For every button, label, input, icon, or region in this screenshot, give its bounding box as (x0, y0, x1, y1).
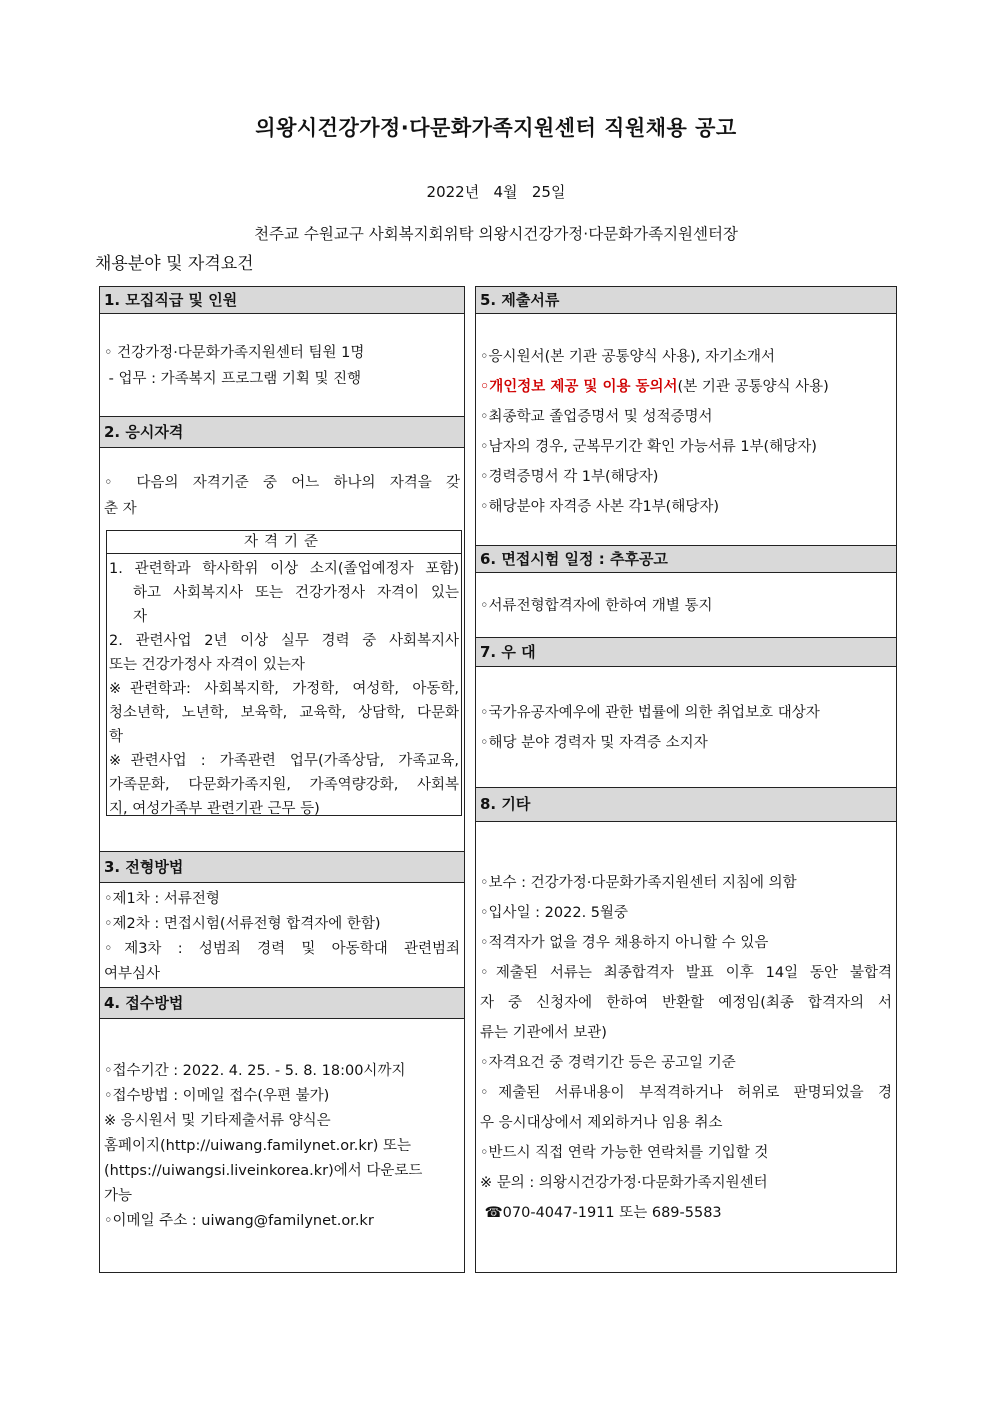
page-title: 의왕시건강가정·다문화가족지원센터 직원채용 공고 (255, 116, 737, 140)
qual-line: 또는 건강가정사 자격이 있는자 (109, 657, 305, 673)
s5-line: ◦남자의 경우, 군복무기간 확인 가능서류 1부(해당자) (480, 439, 817, 455)
section-7-header: 7. 우 대 (476, 637, 896, 667)
section-4-header: 4. 접수방법 (100, 987, 464, 1019)
qual-line: 가족문화, 다문화가족지원, 가족역량강화, 사회복 (109, 777, 459, 793)
s5-line: ◦해당분야 자격증 사본 각1부(해당자) (480, 499, 720, 515)
s1-line: ◦ 건강가정·다문화가족지원센터 팀원 1명 (104, 345, 365, 361)
consent-form-note: (본 기관 공통양식 사용) (677, 379, 829, 395)
s4-line: (https://uiwangsi.liveinkorea.kr)에서 다운로드 (104, 1163, 423, 1179)
s8-line: ◦입사일 : 2022. 5월중 (480, 905, 629, 921)
s7-line: ◦해당 분야 경력자 및 자격증 소지자 (480, 735, 708, 751)
section-5-header: 5. 제출서류 (476, 286, 896, 314)
qualification-title: 자격기준 (107, 531, 461, 554)
s7-line: ◦국가유공자예우에 관한 법률에 의한 취업보호 대상자 (480, 705, 820, 721)
s4-line: 가능 (104, 1188, 133, 1204)
s4-line: ◦이메일 주소 : uiwang@familynet.or.kr (104, 1213, 374, 1229)
s3-line: 여부심사 (104, 966, 161, 982)
s8-contact-phone: ☎070-4047-1911 또는 689-5583 (480, 1205, 722, 1221)
qual-line: 청소년학, 노년학, 보육학, 교육학, 상담학, 다문화 (109, 705, 459, 721)
s8-line: ◦제출된 서류내용이 부적격하거나 허위로 판명되었을 경 (480, 1085, 892, 1101)
qual-line: 하고 사회복지사 또는 건강가정사 자격이 있는 (133, 585, 459, 601)
s3-line: ◦제3차 : 성범죄 경력 및 아동학대 관련범죄 (104, 941, 460, 957)
s8-line: ◦보수 : 건강가정·다문화가족지원센터 지침에 의함 (480, 875, 797, 891)
s5-line: ◦응시원서(본 기관 공통양식 사용), 자기소개서 (480, 349, 776, 365)
s5-line (480, 375, 829, 396)
s6-line: ◦서류전형합격자에 한하여 개별 통지 (480, 598, 713, 614)
qualification-box (106, 530, 462, 816)
right-column (475, 286, 897, 1273)
qual-line: ※관련사업 : 가족관련 업무(가족상담, 가족교육, (109, 753, 459, 769)
s2-line: ◦ 다음의 자격기준 중 어느 하나의 자격을 갖 (104, 475, 460, 491)
left-column (99, 286, 465, 1273)
s8-line: 류는 기관에서 보관) (480, 1025, 607, 1041)
s8-line: ◦적격자가 없을 경우 채용하지 아니할 수 있음 (480, 935, 769, 951)
section-8-header: 8. 기타 (476, 787, 896, 822)
qual-line: 1. 관련학과 학사학위 이상 소지(졸업예정자 포함) (109, 561, 459, 577)
consent-form-required: ◦개인정보 제공 및 이용 동의서 (480, 379, 678, 395)
s8-line: 우 응시대상에서 제외하거나 임용 취소 (480, 1115, 723, 1131)
s2-line: 춘 자 (104, 501, 137, 517)
section-1-header: 1. 모집직급 및 인원 (100, 286, 464, 314)
s5-line: ◦최종학교 졸업증명서 및 성적증명서 (480, 409, 713, 425)
issuer: 천주교 수원교구 사회복지회위탁 의왕시건강가정·다문화가족지원센터장 (254, 225, 738, 243)
s8-line: ◦제출된 서류는 최종합격자 발표 이후 14일 동안 불합격 (480, 965, 892, 981)
s8-line: ※ 문의 : 의왕시건강가정·다문화가족지원센터 (480, 1175, 768, 1191)
s8-line: ◦반드시 직접 연락 가능한 연락처를 기입할 것 (480, 1145, 769, 1161)
section-6-header: 6. 면접시험 일정 : 추후공고 (476, 545, 896, 573)
s8-line: ◦자격요건 중 경력기간 등은 공고일 기준 (480, 1055, 736, 1071)
section-3-header: 3. 전형방법 (100, 851, 464, 883)
qual-line: 2. 관련사업 2년 이상 실무 경력 중 사회복지사 (109, 633, 459, 649)
notice-date: 2022년 4월 25일 (426, 183, 566, 201)
section-subheading: 채용분야 및 자격요건 (95, 254, 254, 274)
s3-line: ◦제1차 : 서류전형 (104, 891, 220, 907)
s4-line: ◦접수기간 : 2022. 4. 25. - 5. 8. 18:00시까지 (104, 1063, 406, 1079)
s1-line: - 업무 : 가족복지 프로그램 기획 및 진행 (104, 371, 362, 387)
s5-line: ◦경력증명서 각 1부(해당자) (480, 469, 659, 485)
qual-line: 학 (109, 729, 124, 745)
s3-line: ◦제2차 : 면접시험(서류전형 합격자에 한함) (104, 916, 381, 932)
qual-line: 자 (133, 609, 148, 625)
s8-line: 자 중 신청자에 한하여 반환할 예정임(최종 합격자의 서 (480, 995, 892, 1011)
section-2-header: 2. 응시자격 (100, 416, 464, 448)
s4-line: ◦접수방법 : 이메일 접수(우편 불가) (104, 1088, 330, 1104)
qual-line: ※관련학과: 사회복지학, 가정학, 여성학, 아동학, (109, 681, 459, 697)
s4-line: 홈페이지(http://uiwang.familynet.or.kr) 또는 (104, 1138, 411, 1154)
qual-line: 지, 여성가족부 관련기관 근무 등) (109, 801, 320, 817)
s4-line: ※ 응시원서 및 기타제출서류 양식은 (104, 1113, 331, 1129)
